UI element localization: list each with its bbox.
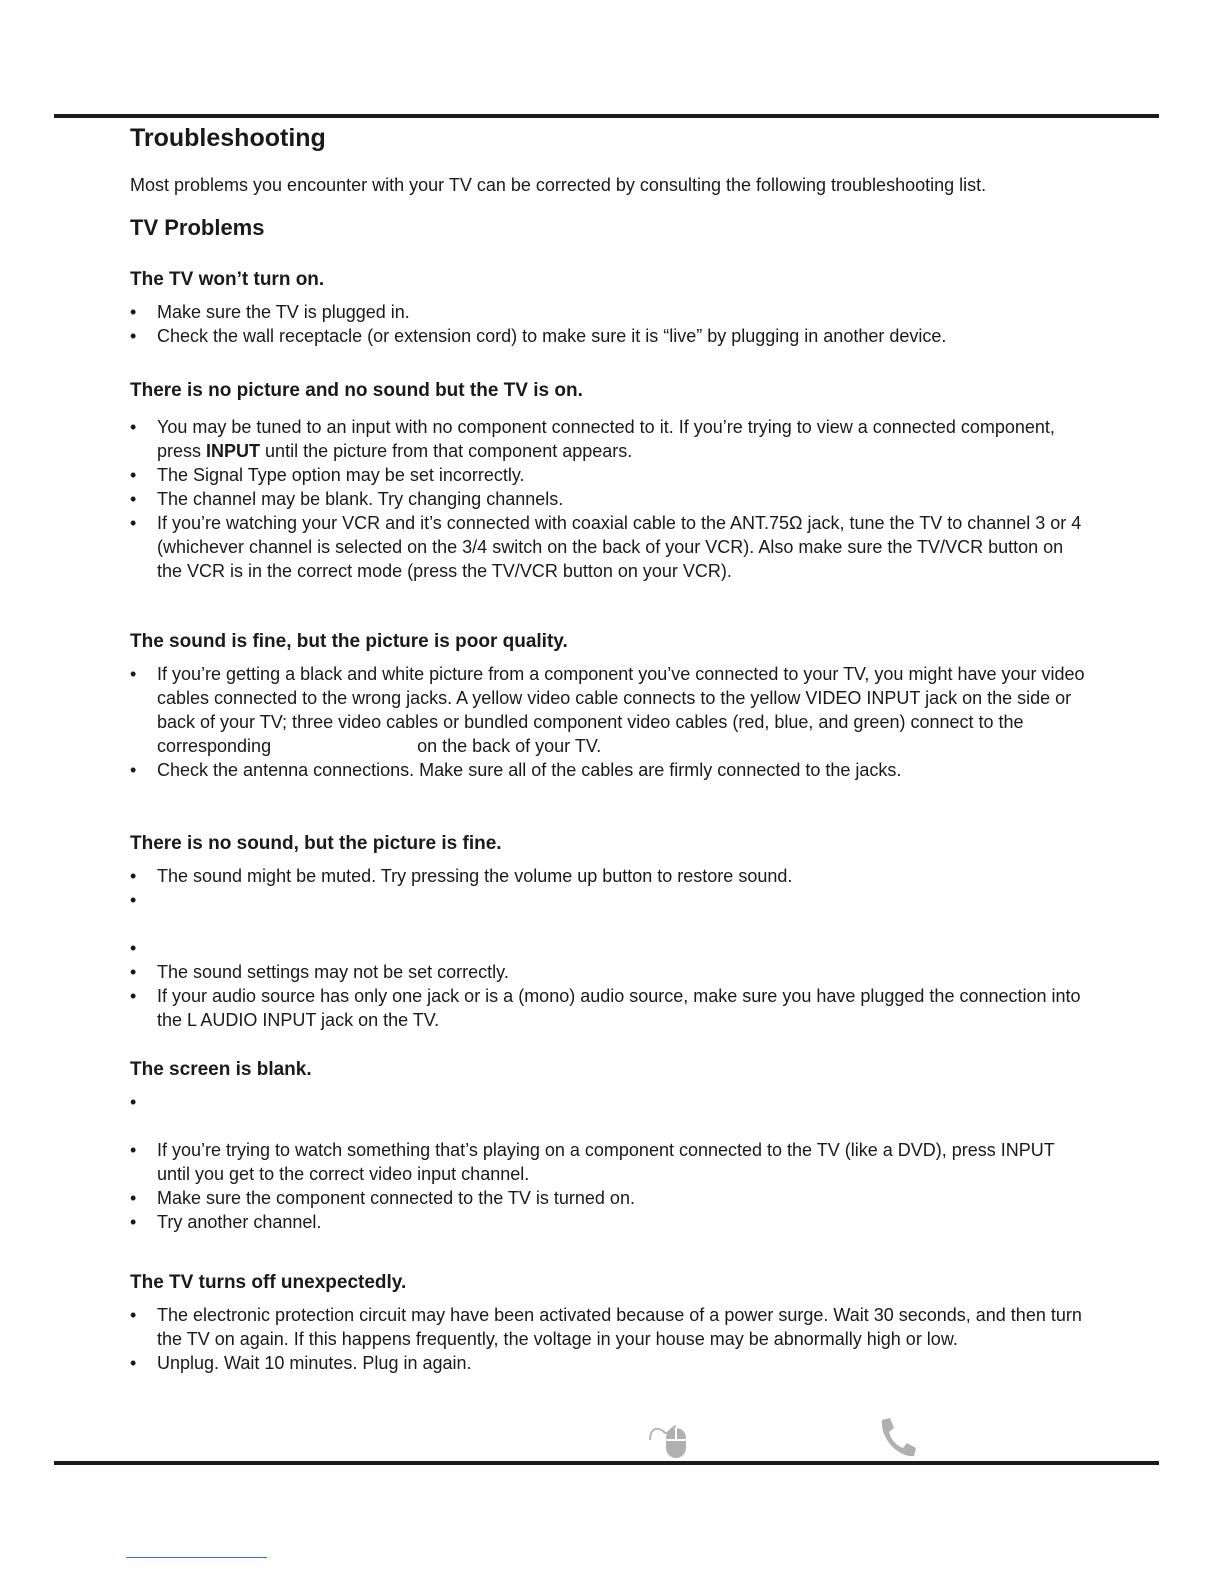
phone-icon — [874, 1414, 918, 1460]
list-item: • Unplug. Wait 10 minutes. Plug in again. — [130, 1351, 1090, 1375]
bullet-list — [130, 300, 1090, 348]
section-heading: There is no picture and no sound but the TV is on. — [130, 380, 583, 401]
bottom-rule — [54, 1461, 1159, 1465]
mouse-icon — [646, 1414, 690, 1460]
list-item: • Make sure the TV is plugged in. — [130, 300, 1090, 324]
section-heading: The TV turns off unexpectedly. — [130, 1272, 407, 1293]
list-item: • If your audio source has only one jack or is a (mono) audio source, make sure you have plugged the connection into the L AUDIO INPUT jack on the TV. — [130, 984, 1090, 1032]
page-title: Troubleshooting — [130, 124, 326, 152]
input-key-label: INPUT — [206, 441, 261, 461]
bullet-list — [130, 1090, 1090, 1234]
list-item: • If you’re getting a black and white picture from a component you’ve connected to your TV, you might have your video cables connected to the wrong jacks. A yellow video cable connects to the yellow VIDEO INPUT jack on the side or back of your TV; three video cables or bundled component video cables (red, blue, and green) connect to the corresponding on the back of your TV. — [130, 662, 1090, 758]
list-item-empty — [130, 1090, 1090, 1138]
top-rule — [54, 114, 1159, 118]
list-item: • The Signal Type option may be set incorrectly. — [130, 463, 1090, 487]
link-underline — [126, 1557, 267, 1558]
list-item: • If you’re trying to watch something that’s playing on a component connected to the TV (like a DVD), press INPUT until you get to the correct video input channel. — [130, 1138, 1090, 1186]
bullet-list — [130, 415, 1090, 583]
list-item: • If you’re watching your VCR and it’s connected with coaxial cable to the ANT.75Ω jack, tune the TV to channel 3 or 4 (whichever channel is selected on the 3/4 switch on the back of your VCR). Also make sure the TV/VCR button on the VCR is in the correct mode (press the TV/VCR button on your VCR). — [130, 511, 1090, 583]
section-heading: There is no sound, but the picture is fine. — [130, 833, 502, 854]
list-item: • Make sure the component connected to the TV is turned on. — [130, 1186, 1090, 1210]
list-item-empty — [130, 936, 1090, 960]
section-poor-picture — [130, 630, 1090, 782]
list-item: • The sound might be muted. Try pressing the volume up button to restore sound. — [130, 864, 1090, 888]
section-no-picture-no-sound — [130, 379, 1090, 583]
bullet-list — [130, 662, 1090, 782]
section-title: TV Problems — [130, 215, 265, 240]
section-heading: The sound is fine, but the picture is poor quality. — [130, 631, 568, 652]
section-turns-off — [130, 1271, 1090, 1375]
intro-text: Most problems you encounter with your TV can be corrected by consulting the following troubleshooting list. — [130, 175, 987, 195]
list-item: • The sound settings may not be set correctly. — [130, 960, 1090, 984]
section-heading: The TV won’t turn on. — [130, 269, 325, 290]
list-item: • The channel may be blank. Try changing channels. — [130, 487, 1090, 511]
list-item: • Try another channel. — [130, 1210, 1090, 1234]
section-blank-screen — [130, 1058, 1090, 1234]
list-item: • Check the antenna connections. Make sure all of the cables are firmly connected to the jacks. — [130, 758, 1090, 782]
list-item: • The electronic protection circuit may have been activated because of a power surge. Wait 30 seconds, and then turn the TV on again. If this happens frequently, the voltage in your house may be abnormally high or low. — [130, 1303, 1090, 1351]
list-item: • Check the wall receptacle (or extension cord) to make sure it is “live” by plugging in another device. — [130, 324, 1090, 348]
list-item: • You may be tuned to an input with no component connected to it. If you’re trying to view a connected component, press INPUT until the picture from that component appears. — [130, 415, 1090, 463]
section-heading: The screen is blank. — [130, 1059, 312, 1080]
section-wont-turn-on — [130, 268, 1090, 348]
section-no-sound — [130, 832, 1090, 1032]
bullet-list — [130, 864, 1090, 1032]
list-item-empty — [130, 888, 1090, 936]
bullet-list — [130, 1303, 1090, 1375]
